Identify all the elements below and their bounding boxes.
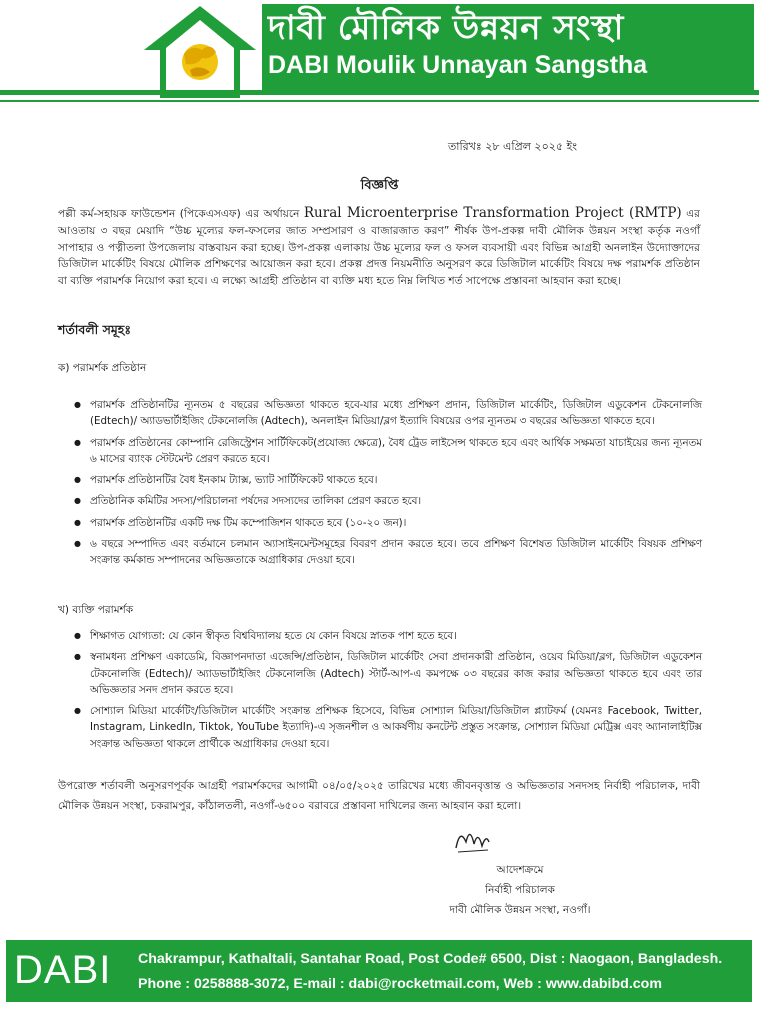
section-a-list [60,397,702,574]
header-divider-thin [0,100,759,102]
house-sun-logo-icon [140,4,260,100]
project-name: Rural Microenterprise Transformation Project (RMTP) [303,205,682,221]
sign-organization: দাবী মৌলিক উন্নয়ন সংস্থা, নওগাঁ। [449,904,591,916]
org-name-bangla: দাবী মৌলিক উন্নয়ন সংস্থা [268,8,624,48]
intro-text-2: এর আওতায় ৩ বছর মেয়াদি “উচ্চ মূল্যের ফল-ফসলের জাত সম্প্রসারণ ও বাজারজাত করণ” শীর্ষক উপ-প্রকল্প দাবী মৌলিক উন্নয়ন সংস্থা কর্তৃক নওগাঁ সাপাহার ও পত্নীতলা উপজেলায় বাস্তবায়ন করা হচ্ছে। উপ-প্রকল্প এলাকায় উচ্চ মূল্যের ফল ও ফসল ব্যবসায়ী এবং বিভিন্ন আগ্রহী অনলাইন উদ্যোক্তাদের ডিজিটাল মার্কেটিং বিষয়ে মৌলিক প্রশিক্ষণের আয়োজন করা হবে। প্রকল্প প্রদত্ত নিয়মনীতি অনুসরণ করে ডিজিটাল মার্কেটিং বিষয়ে দক্ষ পরামর্শক প্রতিষ্ঠান বা ব্যক্তি পরামর্শক নিয়োগ করা হবে। এ লক্ষ্যে আগ্রহী প্রতিষ্ঠান বা ব্যক্তি মধ্য হতে নিম্ন লিখিত শর্ত সাপেক্ষে প্রস্তাবনা আহবান করা হচ্ছে। [58,208,700,288]
list-item: ● পরামর্শক প্রতিষ্ঠানটির একটি দক্ষ টিম কম্পোজিশন থাকতে হবে (১০-২০ জন)। [60,515,702,531]
conditions-title: শর্তাবলী সমূহঃ [58,322,132,337]
footer-contact: Phone : 0258888-3072, E-mail : dabi@rocketmail.com, Web : www.dabibd.com [138,976,662,992]
org-name-english: DABI Moulik Unnayan Sangstha [268,51,648,79]
signature-block [420,860,620,920]
list-item: ● শিক্ষাগত যোগ্যতা: যে কোন স্বীকৃত বিশ্ববিদ্যালয় হতে যে কোন বিষয়ে স্নাতক পাশ হতে হবে। [60,628,702,644]
footer-logo: DABI [14,948,112,992]
list-item: ● পরামর্শক প্রতিষ্ঠানটির ন্যূনতম ৫ বছরের অভিজ্ঞতা থাকতে হবে-যার মধ্যে প্রশিক্ষণ প্রদান, ডিজিটাল মার্কেটিং, ডিজিটাল এডুকেশন টেকনোলজি (Edtech)/ অ্যাডভার্টাইজিং টেকনোলজি (Adtech), অনলাইন মিডিয়া/ব্লগ ইত্যাদি বিষয়ের ওপর ন্যূনতম ৩ বছরের অভিজ্ঞতা থাকতে হবে। [60,397,702,430]
sign-order: আদেশক্রমে [496,864,544,876]
section-a-title: ক) পরামর্শক প্রতিষ্ঠান [58,362,147,374]
notice-intro [58,205,700,290]
intro-text-1: পল্লী কর্ম-সহায়ক ফাউন্ডেশন (পিকেএসএফ) এর অর্থায়নে [58,208,304,220]
closing-paragraph: উপরোক্ত শর্তাবলী অনুসরণপূর্বক আগ্রহী পরামর্শকদের আগামী ০৪/০৫/২০২৫ তারিখের মধ্যে জীবনবৃত্তান্ত ও অভিজ্ঞতার সনদসহ নির্বাহী পরিচালক, দাবী মৌলিক উন্নয়ন সংস্থা, চকরামপুর, কাঁঠালতলী, নওগাঁ-৬৫০০ বরাবরে প্রস্তাবনা দাখিলের জন্য আহবান করা হলো। [58,780,700,812]
list-item: ● পরামর্শক প্রতিষ্ঠানটির বৈধ ইনকাম ট্যাক্স, ভ্যাট সার্টিফিকেট থাকতে হবে। [60,472,702,488]
notice-heading: বিজ্ঞপ্তি [360,178,399,193]
sign-title: নির্বাহী পরিচালক [485,884,555,896]
list-item: ● প্রতিষ্ঠানিক কমিটির সদস্য/পরিচালনা পর্ষদের সদস্যদের তালিকা প্রেরণ করতে হবে। [60,493,702,509]
footer-address: Chakrampur, Kathaltali, Santahar Road, Post Code# 6500, Dist : Naogaon, Bangladesh. [138,951,723,967]
section-b-title: খ) ব্যক্তি পরামর্শক [58,604,134,616]
header-divider [0,90,759,95]
list-item: ● স্বনামধন্য প্রশিক্ষণ একাডেমি, বিজ্ঞাপনদাতা এজেন্সি/প্রতিষ্ঠান, ডিজিটাল মার্কেটিং সেবা প্রদানকারী প্রতিষ্ঠান, ওয়েব মিডিয়া/ব্লগ, ডিজিটাল এডুকেশন টেকনোলজি (Edtech)/ অ্যাডভার্টাইজিং টেকনোলজি (Adtech) স্টার্ট-আপ-এ কমপক্ষে ০৩ বছরের কাজ করার অভিজ্ঞতা থাকতে হবে এবং তার অভিজ্ঞতার সনদ প্রদান করতে হবে। [60,649,702,698]
section-b-list [60,628,702,757]
notice-date: তারিখঃ ২৮ এপ্রিল ২০২৫ ইং [448,140,577,153]
list-item: ● ৬ বছরে সম্পাদিত এবং বর্তমানে চলমান অ্যাসাইনমেন্টসমূহের বিবরণ প্রদান করতে হবে। তবে প্রশিক্ষণ বিশেষত ডিজিটাল মার্কেটিং বিষয়ক প্রশিক্ষণ সংক্রান্ত কর্মকান্ড সম্পাদনের অভিজ্ঞতাকে অগ্রাধিকার দেওয়া হবে। [60,536,702,569]
list-item: ● সোশ্যাল মিডিয়া মার্কেটিং/ডিজিটাল মার্কেটিং সংক্রান্ত প্রশিক্ষক হিসেবে, বিভিন্ন সোশ্যাল মিডিয়া/ডিজিটাল প্ল্যাটফর্ম (যেমনঃ Facebook, Twitter, Instagram, LinkedIn, Tiktok, YouTube ইত্যাদি)-এ সৃজনশীল ও আকর্ষণীয় কনটেন্ট প্রস্তুত সংক্রান্ত, সোশ্যাল মিডিয়া মেট্রিক্স এবং অ্যানালাইটিক্স সংক্রান্ত অভিজ্ঞতা থাকলে প্রার্থীকে অগ্রাধিকার দেওয়া হবে। [60,703,702,752]
signature-icon [452,822,492,856]
list-item: ● পরামর্শক প্রতিষ্ঠানের কোম্পানি রেজিস্ট্রেশন সার্টিফিকেট(প্রযোজ্য ক্ষেত্রে), বৈধ ট্রেড লাইসেন্স থাকতে হবে এবং আর্থিক সক্ষমতা যাচাইয়ের জন্য ন্যূনতম ৬ মাসের ব্যাংক স্টেটমেন্ট প্রেরণ করতে হবে। [60,435,702,468]
